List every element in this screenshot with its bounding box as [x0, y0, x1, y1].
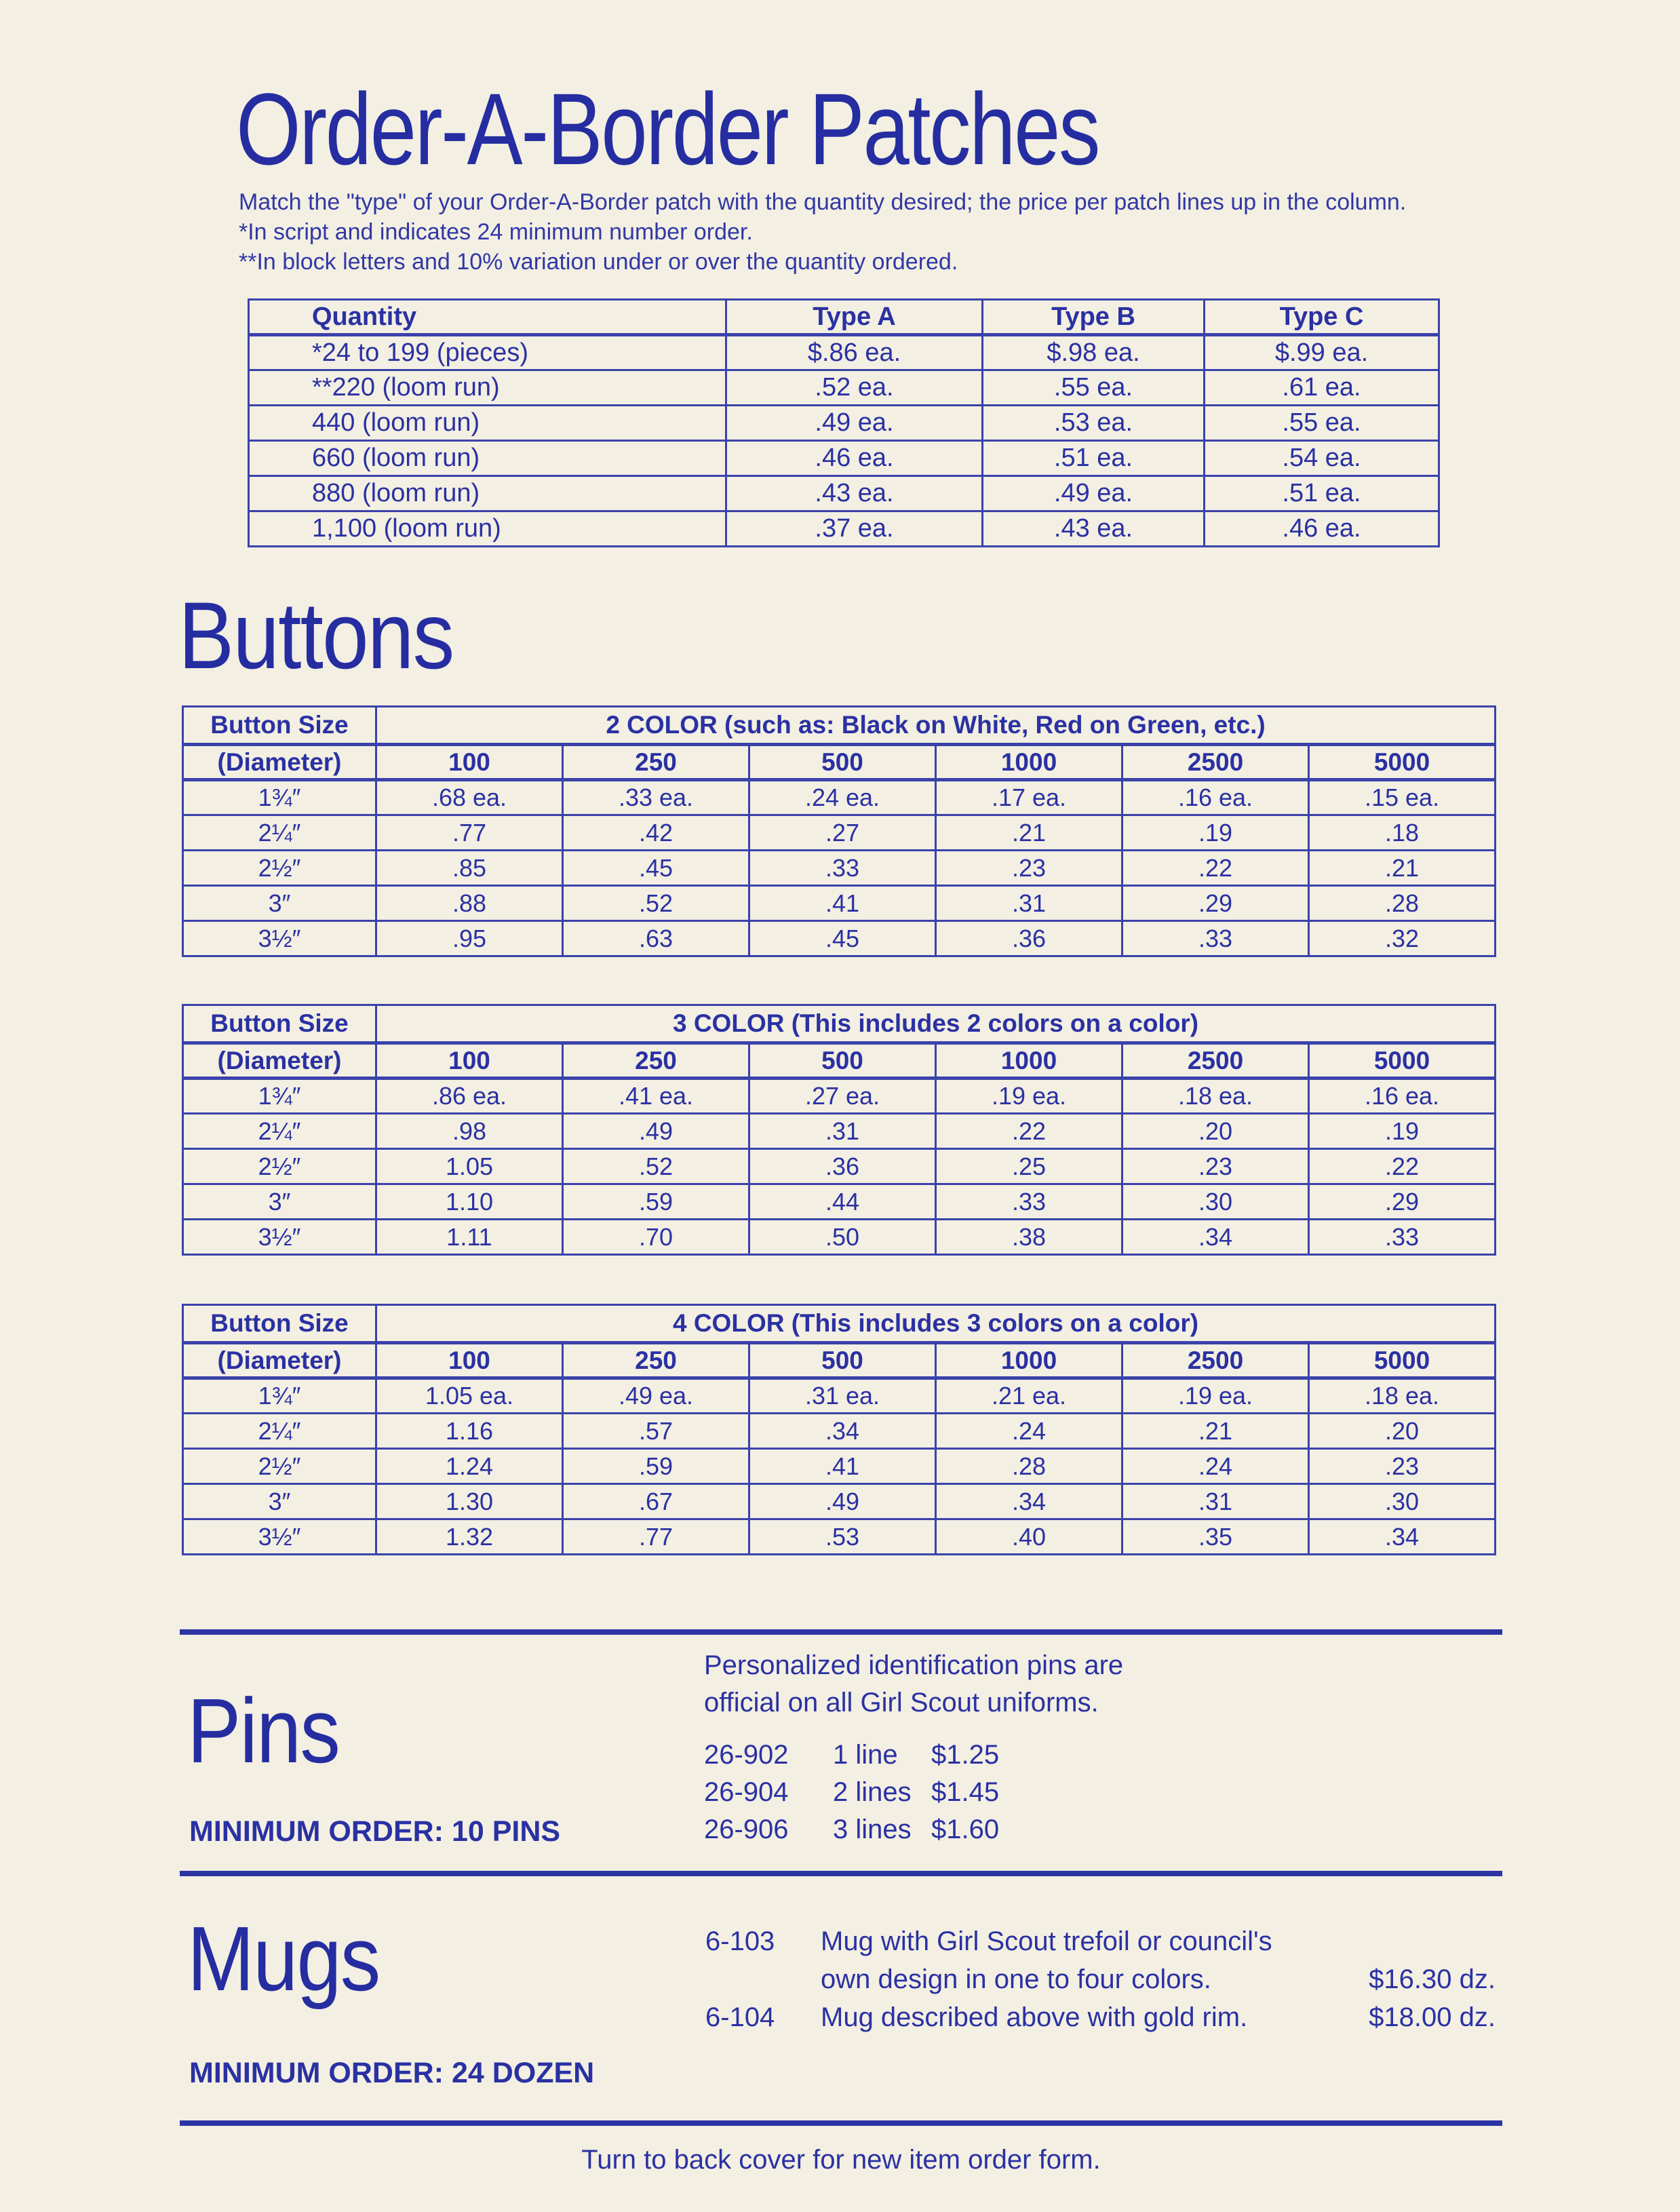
- table-cell: .23: [1122, 1149, 1309, 1184]
- buttons-table-title-row: [183, 1005, 1496, 1043]
- col-header-qty-1000: 1000: [936, 745, 1122, 780]
- table-cell: .40: [936, 1519, 1122, 1555]
- table-row: [183, 1484, 1496, 1519]
- table-cell: .52: [563, 886, 749, 921]
- table-cell: .49: [563, 1114, 749, 1149]
- color-group-header: 3 COLOR (This includes 2 colors on a color): [376, 1005, 1496, 1043]
- table-row: [183, 1184, 1496, 1220]
- table-cell: 660 (loom run): [249, 441, 726, 476]
- table-row: [183, 886, 1496, 921]
- table-cell: .31: [749, 1114, 936, 1149]
- table-cell: 1.05 ea.: [376, 1378, 563, 1414]
- table-row: [704, 1736, 1080, 1774]
- table-cell: 1¾″: [183, 1378, 376, 1414]
- pins-description: [704, 1647, 1123, 1722]
- table-cell: .41 ea.: [563, 1079, 749, 1114]
- col-header-quantity: Quantity: [249, 300, 726, 335]
- table-cell: 1¾″: [183, 780, 376, 815]
- patches-intro: [239, 187, 1406, 277]
- table-cell: .27 ea.: [749, 1079, 936, 1114]
- col-header-qty-100: 100: [376, 1343, 563, 1378]
- table-cell: .20: [1122, 1114, 1309, 1149]
- col-header-qty-100: 100: [376, 1043, 563, 1079]
- patches-intro-line-3: **In block letters and 10% variation under or over the quantity ordered.: [239, 249, 958, 275]
- table-cell: .33: [749, 851, 936, 886]
- table-cell: .49 ea.: [726, 406, 983, 441]
- table-cell: .43 ea.: [983, 511, 1205, 547]
- table-row: [705, 1922, 1496, 1960]
- col-header-diameter: (Diameter): [183, 745, 376, 780]
- table-cell: .31 ea.: [749, 1378, 936, 1414]
- col-header-type-a: Type A: [726, 300, 983, 335]
- table-cell: .95: [376, 921, 563, 956]
- table-cell: .88: [376, 886, 563, 921]
- table-cell: .53: [749, 1519, 936, 1555]
- table-cell: .33: [936, 1184, 1122, 1220]
- col-header-qty-2500: 2500: [1122, 1043, 1309, 1079]
- table-row: [704, 1811, 1080, 1848]
- table-row: [183, 780, 1496, 815]
- table-cell: .50: [749, 1220, 936, 1255]
- table-cell: own design in one to four colors.: [821, 1964, 1211, 1994]
- table-cell: 3½″: [183, 921, 376, 956]
- table-cell: .32: [1309, 921, 1496, 956]
- table-cell: 880 (loom run): [249, 476, 726, 511]
- table-cell: *24 to 199 (pieces): [249, 335, 726, 370]
- col-header-qty-250: 250: [563, 745, 749, 780]
- table-row: [183, 1378, 1496, 1414]
- table-cell: .49: [749, 1484, 936, 1519]
- table-cell: 1,100 (loom run): [249, 511, 726, 547]
- patches-table-header-row: [249, 300, 1439, 335]
- table-cell: .30: [1122, 1184, 1309, 1220]
- patches-intro-line-2: *In script and indicates 24 minimum number order.: [239, 219, 753, 245]
- col-header-qty-250: 250: [563, 1043, 749, 1079]
- table-cell: 26-906: [704, 1815, 789, 1844]
- col-header-qty-2500: 2500: [1122, 1343, 1309, 1378]
- table-cell: .36: [936, 921, 1122, 956]
- table-row: [183, 1449, 1496, 1484]
- table-cell: .45: [563, 851, 749, 886]
- col-header-qty-250: 250: [563, 1343, 749, 1378]
- table-cell: .85: [376, 851, 563, 886]
- table-cell: .49 ea.: [563, 1378, 749, 1414]
- buttons-table-title-row: [183, 1305, 1496, 1343]
- col-header-qty-5000: 5000: [1309, 1343, 1496, 1378]
- table-cell: 3½″: [183, 1220, 376, 1255]
- table-cell: $18.00 dz.: [1369, 2002, 1496, 2032]
- pins-description-line-1: Personalized identification pins are: [704, 1650, 1124, 1680]
- table-cell: 440 (loom run): [249, 406, 726, 441]
- table-cell: .24: [936, 1414, 1122, 1449]
- table-cell: .34: [936, 1484, 1122, 1519]
- table-cell: $.99 ea.: [1205, 335, 1439, 370]
- table-cell: .51 ea.: [1205, 476, 1439, 511]
- table-cell: .27: [749, 815, 936, 851]
- table-cell: 3″: [183, 886, 376, 921]
- table-cell: .24: [1122, 1449, 1309, 1484]
- mugs-price-list: [705, 1922, 1496, 2036]
- table-cell: 2 lines: [833, 1777, 912, 1807]
- color-group-header: 4 COLOR (This includes 3 colors on a color): [376, 1305, 1496, 1343]
- table-cell: $1.60: [931, 1815, 1000, 1844]
- table-cell: .77: [563, 1519, 749, 1555]
- col-header-qty-100: 100: [376, 745, 563, 780]
- table-cell: .55 ea.: [1205, 406, 1439, 441]
- table-cell: 26-902: [704, 1740, 789, 1770]
- table-row: [249, 441, 1439, 476]
- patches-price-table: [248, 298, 1440, 547]
- table-row: [249, 476, 1439, 511]
- table-row: [249, 406, 1439, 441]
- table-cell: **220 (loom run): [249, 370, 726, 406]
- table-cell: .21: [1122, 1414, 1309, 1449]
- table-row: [249, 511, 1439, 547]
- table-cell: $.86 ea.: [726, 335, 983, 370]
- pins-description-line-2: official on all Girl Scout uniforms.: [704, 1688, 1099, 1718]
- buttons-table-quantity-row: [183, 1343, 1496, 1378]
- table-cell: .57: [563, 1414, 749, 1449]
- table-row: [249, 370, 1439, 406]
- table-row: [183, 1079, 1496, 1114]
- table-row: [183, 851, 1496, 886]
- table-cell: .25: [936, 1149, 1122, 1184]
- col-header-diameter: (Diameter): [183, 1043, 376, 1079]
- col-header-qty-500: 500: [749, 745, 936, 780]
- table-cell: .41: [749, 886, 936, 921]
- table-cell: .17 ea.: [936, 780, 1122, 815]
- table-cell: .46 ea.: [1205, 511, 1439, 547]
- table-cell: .42: [563, 815, 749, 851]
- table-cell: .77: [376, 815, 563, 851]
- col-header-qty-500: 500: [749, 1343, 936, 1378]
- table-cell: .52 ea.: [726, 370, 983, 406]
- table-cell: .28: [936, 1449, 1122, 1484]
- table-cell: .67: [563, 1484, 749, 1519]
- table-cell: 1.10: [376, 1184, 563, 1220]
- table-cell: .53 ea.: [983, 406, 1205, 441]
- table-cell: .34: [1309, 1519, 1496, 1555]
- col-header-button-size: Button Size: [183, 1305, 376, 1343]
- col-header-qty-500: 500: [749, 1043, 936, 1079]
- table-cell: .18 ea.: [1309, 1378, 1496, 1414]
- table-cell: .51 ea.: [983, 441, 1205, 476]
- table-cell: .33: [1122, 921, 1309, 956]
- table-row: [183, 1414, 1496, 1449]
- table-cell: .21: [936, 815, 1122, 851]
- table-cell: .19: [1309, 1114, 1496, 1149]
- table-cell: 1.16: [376, 1414, 563, 1449]
- table-row: [183, 1149, 1496, 1184]
- table-cell: $16.30 dz.: [1369, 1964, 1496, 1994]
- buttons-section-title: Buttons: [178, 582, 454, 688]
- table-cell: $1.45: [931, 1777, 1000, 1807]
- buttons-table-title-row: [183, 707, 1496, 745]
- table-cell: .70: [563, 1220, 749, 1255]
- table-cell: .41: [749, 1449, 936, 1484]
- table-cell: Mug with Girl Scout trefoil or council's: [821, 1926, 1272, 1956]
- table-cell: 6-103: [705, 1926, 775, 1956]
- table-cell: .19 ea.: [936, 1079, 1122, 1114]
- table-cell: 1.11: [376, 1220, 563, 1255]
- table-cell: .31: [936, 886, 1122, 921]
- col-header-diameter: (Diameter): [183, 1343, 376, 1378]
- table-cell: 2½″: [183, 1149, 376, 1184]
- table-cell: .22: [1122, 851, 1309, 886]
- table-cell: 2½″: [183, 1449, 376, 1484]
- table-row: [704, 1774, 1080, 1811]
- pins-section-divider: [180, 1629, 1502, 1635]
- col-header-qty-2500: 2500: [1122, 745, 1309, 780]
- footer-divider: [180, 2120, 1502, 2126]
- table-cell: .19: [1122, 815, 1309, 851]
- col-header-qty-5000: 5000: [1309, 1043, 1496, 1079]
- col-header-type-b: Type B: [983, 300, 1205, 335]
- table-cell: .98: [376, 1114, 563, 1149]
- table-cell: 1.32: [376, 1519, 563, 1555]
- table-row: [183, 1220, 1496, 1255]
- table-cell: .18 ea.: [1122, 1079, 1309, 1114]
- table-cell: 6-104: [705, 2002, 775, 2032]
- mugs-section-title: Mugs: [187, 1907, 380, 2010]
- table-cell: .34: [749, 1414, 936, 1449]
- table-cell: .16 ea.: [1122, 780, 1309, 815]
- table-cell: .19 ea.: [1122, 1378, 1309, 1414]
- footer-note: Turn to back cover for new item order form.: [581, 2145, 1101, 2175]
- buttons-table-quantity-row: [183, 745, 1496, 780]
- table-cell: .49 ea.: [983, 476, 1205, 511]
- patches-intro-line-1: Match the "type" of your Order-A-Border patch with the quantity desired; the price per patch lines up in the column.: [239, 189, 1407, 215]
- patches-section-title: Order-A-Border Patches: [236, 72, 1099, 186]
- table-row: [183, 1114, 1496, 1149]
- buttons-2color-table: [182, 705, 1496, 957]
- color-group-header: 2 COLOR (such as: Black on White, Red on Green, etc.): [376, 707, 1496, 745]
- table-cell: 2¼″: [183, 815, 376, 851]
- table-cell: 3″: [183, 1184, 376, 1220]
- table-cell: .15 ea.: [1309, 780, 1496, 815]
- table-cell: [705, 1960, 821, 1998]
- table-cell: .30: [1309, 1484, 1496, 1519]
- table-cell: .33: [1309, 1220, 1496, 1255]
- table-cell: .59: [563, 1184, 749, 1220]
- table-row: [705, 1998, 1496, 2036]
- table-cell: 3″: [183, 1484, 376, 1519]
- table-cell: .18: [1309, 815, 1496, 851]
- table-cell: 3 lines: [833, 1815, 912, 1844]
- table-cell: .21: [1309, 851, 1496, 886]
- table-cell: .63: [563, 921, 749, 956]
- table-cell: .22: [936, 1114, 1122, 1149]
- table-cell: .34: [1122, 1220, 1309, 1255]
- table-cell: 1.05: [376, 1149, 563, 1184]
- table-cell: 2½″: [183, 851, 376, 886]
- table-cell: .23: [936, 851, 1122, 886]
- table-row: [705, 1960, 1496, 1998]
- table-cell: .44: [749, 1184, 936, 1220]
- table-cell: 1 line: [833, 1740, 898, 1770]
- table-cell: .38: [936, 1220, 1122, 1255]
- table-cell: .29: [1122, 886, 1309, 921]
- table-cell: .31: [1122, 1484, 1309, 1519]
- col-header-qty-5000: 5000: [1309, 745, 1496, 780]
- pins-section-title: Pins: [187, 1680, 340, 1782]
- table-cell: .28: [1309, 886, 1496, 921]
- table-cell: .29: [1309, 1184, 1496, 1220]
- col-header-type-c: Type C: [1205, 300, 1439, 335]
- table-cell: .43 ea.: [726, 476, 983, 511]
- table-cell: 1.30: [376, 1484, 563, 1519]
- table-cell: $1.25: [931, 1740, 1000, 1770]
- table-cell: .86 ea.: [376, 1079, 563, 1114]
- table-cell: .33 ea.: [563, 780, 749, 815]
- table-cell: .21 ea.: [936, 1378, 1122, 1414]
- table-cell: .22: [1309, 1149, 1496, 1184]
- table-cell: .46 ea.: [726, 441, 983, 476]
- pins-minimum-order: MINIMUM ORDER: 10 PINS: [189, 1815, 561, 1848]
- table-cell: .52: [563, 1149, 749, 1184]
- table-row: [183, 1519, 1496, 1555]
- buttons-4color-table: [182, 1304, 1496, 1555]
- table-cell: $.98 ea.: [983, 335, 1205, 370]
- table-cell: .55 ea.: [983, 370, 1205, 406]
- table-cell: 1.24: [376, 1449, 563, 1484]
- table-cell: .37 ea.: [726, 511, 983, 547]
- table-cell: .24 ea.: [749, 780, 936, 815]
- table-cell: .59: [563, 1449, 749, 1484]
- col-header-qty-1000: 1000: [936, 1343, 1122, 1378]
- table-cell: .16 ea.: [1309, 1079, 1496, 1114]
- table-row: [249, 335, 1439, 370]
- table-cell: .35: [1122, 1519, 1309, 1555]
- col-header-button-size: Button Size: [183, 707, 376, 745]
- buttons-3color-table: [182, 1004, 1496, 1256]
- pins-price-list: [704, 1736, 1080, 1848]
- table-cell: .54 ea.: [1205, 441, 1439, 476]
- table-cell: 26-904: [704, 1777, 789, 1807]
- table-row: [183, 921, 1496, 956]
- table-cell: .61 ea.: [1205, 370, 1439, 406]
- col-header-qty-1000: 1000: [936, 1043, 1122, 1079]
- buttons-table-quantity-row: [183, 1043, 1496, 1079]
- table-cell: .45: [749, 921, 936, 956]
- mugs-section-divider: [180, 1871, 1502, 1876]
- table-cell: .23: [1309, 1449, 1496, 1484]
- mugs-minimum-order: MINIMUM ORDER: 24 DOZEN: [189, 2057, 595, 2089]
- table-cell: 2¼″: [183, 1114, 376, 1149]
- table-cell: Mug described above with gold rim.: [821, 2002, 1248, 2032]
- table-cell: .36: [749, 1149, 936, 1184]
- table-row: [183, 815, 1496, 851]
- table-cell: 1¾″: [183, 1079, 376, 1114]
- table-cell: 3½″: [183, 1519, 376, 1555]
- table-cell: .68 ea.: [376, 780, 563, 815]
- table-cell: 2¼″: [183, 1414, 376, 1449]
- table-cell: [1346, 1922, 1496, 1960]
- col-header-button-size: Button Size: [183, 1005, 376, 1043]
- table-cell: .20: [1309, 1414, 1496, 1449]
